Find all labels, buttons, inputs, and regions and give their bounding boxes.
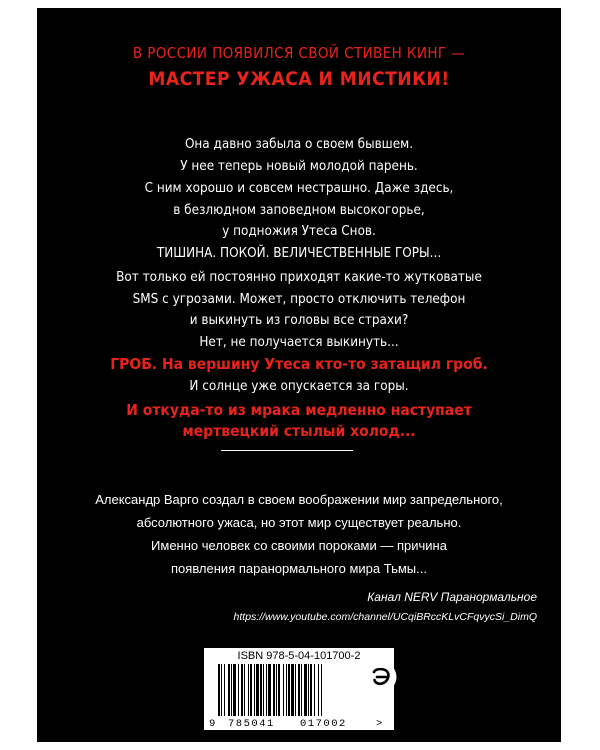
blurb-line: в безлюдном заповедном высокогорье, <box>173 203 425 218</box>
blurb-line: Вот только ей постоянно приходят какие-то жутковатые <box>116 270 482 285</box>
tagline-line-2: МАСТЕР УЖАСА И МИСТИКИ! <box>148 68 450 90</box>
blurb-red-line: И откуда-то из мрака медленно наступает <box>126 401 472 419</box>
blurb-line: у подножия Утеса Снов. <box>222 224 376 239</box>
blurb-line: SMS с угрозами. Может, просто отключить телефон <box>132 292 466 307</box>
review-line: абсолютного ужаса, но этот мир существует реально. <box>136 515 462 530</box>
review-line: Именно человек со своими пороками — причина <box>151 538 447 553</box>
blurb-red-line: мертвецкий стылый холод... <box>182 422 416 440</box>
review-url: https://www.youtube.com/channel/UCqiBRccKLvCFqvycSi_DimQ <box>233 611 537 623</box>
blurb-line: У нее теперь новый молодой парень. <box>180 159 418 174</box>
review-line: появления паранормального мира Тьмы... <box>171 561 427 576</box>
eksmo-logo-icon <box>365 661 397 693</box>
blurb-emphasis: ТИШИНА. ПОКОЙ. ВЕЛИЧЕСТВЕННЫЕ ГОРЫ... <box>156 246 442 261</box>
back-cover <box>37 8 561 742</box>
blurb-line: И солнце уже опускается за горы. <box>189 379 409 394</box>
ean-left-group: 785041 <box>228 718 275 730</box>
blurb-line: Нет, не получается выкинуть... <box>199 335 399 350</box>
blurb-line: С ним хорошо и совсем нестрашно. Даже здесь, <box>144 181 454 196</box>
isbn-label: ISBN 978-5-04-101700-2 <box>237 650 361 662</box>
blurb-red-line: ГРОБ. На вершину Утеса кто-то затащил гроб. <box>110 355 488 373</box>
ean-first-digit: 9 <box>209 718 216 730</box>
review-line: Александр Варго создал в своем воображении мир запредельного, <box>95 492 503 507</box>
review-source: Канал NERV Паранормальное <box>367 590 537 604</box>
ean-right-group: 017002 <box>300 718 347 730</box>
blurb-line: Она давно забыла о своем бывшем. <box>184 137 414 152</box>
blurb-line: и выкинуть из головы все страхи? <box>189 313 409 328</box>
divider <box>221 450 353 451</box>
ean-marker: > <box>376 718 383 730</box>
tagline-line-1: В РОССИИ ПОЯВИЛСЯ СВОЙ СТИВЕН КИНГ — <box>132 44 466 62</box>
